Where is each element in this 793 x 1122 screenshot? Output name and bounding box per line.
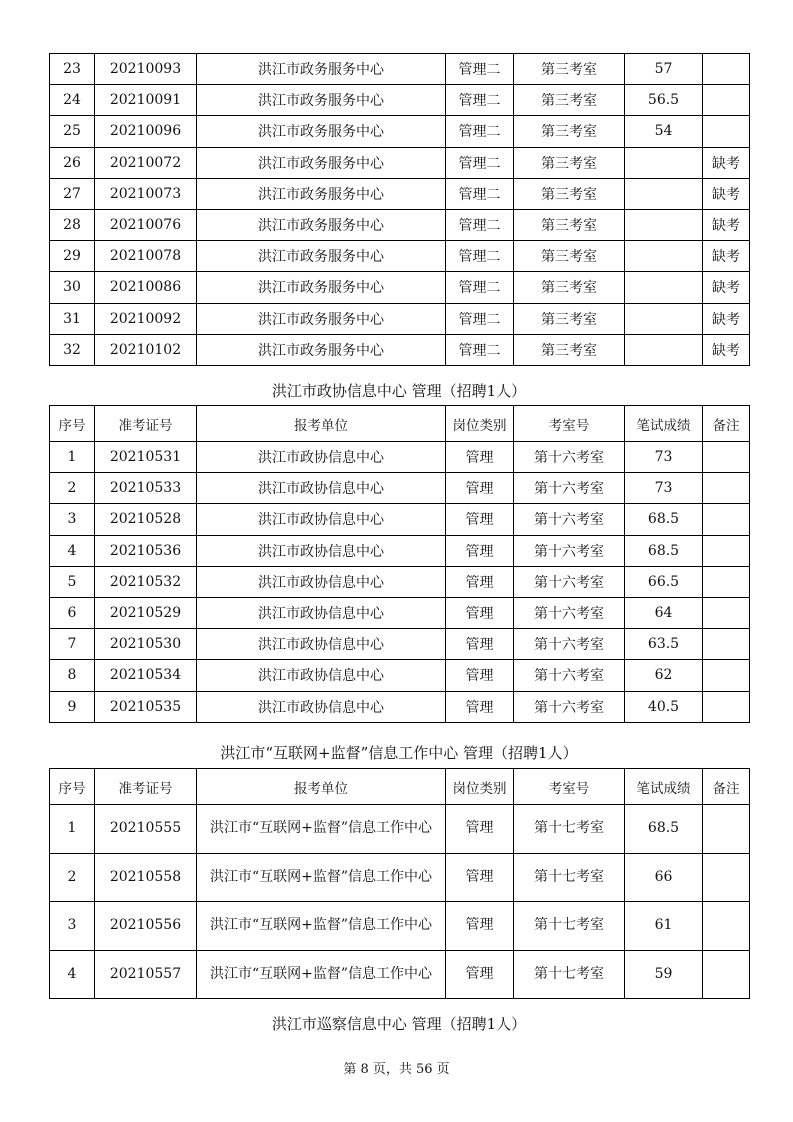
cell-exam-room: 第三考室	[514, 272, 625, 303]
cell-exam-id: 20210093	[95, 54, 197, 85]
cell-unit: 洪江市政务服务中心	[197, 54, 446, 85]
cell-note	[703, 853, 750, 902]
section-title-internet-supervision-center: 洪江市“互联网+监督”信息工作中心 管理（招聘1人）	[220, 744, 578, 762]
table-row	[50, 805, 750, 854]
cell-exam-id: 20210558	[95, 853, 197, 902]
cell-unit: 洪江市“互联网+监督”信息工作中心	[197, 853, 446, 902]
cell-exam-room: 第十六考室	[514, 566, 625, 597]
cell-note	[703, 85, 750, 116]
cell-score: 40.5	[625, 691, 703, 722]
cell-post-type: 管理	[446, 853, 514, 902]
page-footer: 第 8 页，共 56 页	[343, 1062, 450, 1077]
cell-no: 29	[50, 241, 95, 272]
cell-exam-room: 第三考室	[514, 241, 625, 272]
cell-note	[703, 504, 750, 535]
cell-unit: 洪江市政务服务中心	[197, 147, 446, 178]
cell-no: 2	[50, 473, 95, 504]
cell-score: 59	[625, 950, 703, 999]
table-row	[50, 54, 750, 85]
cell-unit: 洪江市政协信息中心	[197, 504, 446, 535]
table-row	[50, 303, 750, 334]
cell-score: 61	[625, 902, 703, 951]
cell-exam-id: 20210556	[95, 902, 197, 951]
cell-note	[703, 660, 750, 691]
cell-score: 68.5	[625, 504, 703, 535]
cell-exam-room: 第十七考室	[514, 950, 625, 999]
cell-post-type: 管理	[446, 660, 514, 691]
cell-exam-id: 20210528	[95, 504, 197, 535]
cell-score	[625, 272, 703, 303]
cell-exam-id: 20210076	[95, 209, 197, 240]
section-title-cppcc-info-center: 洪江市政协信息中心 管理（招聘1人）	[271, 382, 527, 400]
cell-score: 64	[625, 597, 703, 628]
cell-no: 1	[50, 805, 95, 854]
cell-unit: 洪江市政协信息中心	[197, 691, 446, 722]
cell-unit: 洪江市“互联网+监督”信息工作中心	[197, 950, 446, 999]
cell-no: 32	[50, 334, 95, 365]
cell-unit: 洪江市政务服务中心	[197, 272, 446, 303]
table-row	[50, 209, 750, 240]
cell-note	[703, 950, 750, 999]
table-row	[50, 950, 750, 999]
cell-no: 5	[50, 566, 95, 597]
cell-unit: 洪江市政务服务中心	[197, 241, 446, 272]
cell-post-type: 管理	[446, 691, 514, 722]
cell-exam-room: 第十七考室	[514, 902, 625, 951]
cell-post-type: 管理	[446, 442, 514, 473]
cell-post-type: 管理二	[446, 85, 514, 116]
header-unit: 报考单位	[197, 406, 446, 442]
cell-note: 缺考	[703, 209, 750, 240]
cell-no: 25	[50, 116, 95, 147]
results-table-1	[49, 53, 750, 366]
cell-score: 54	[625, 116, 703, 147]
cell-note	[703, 116, 750, 147]
cell-score	[625, 147, 703, 178]
cell-exam-id: 20210530	[95, 629, 197, 660]
cell-note	[703, 629, 750, 660]
cell-exam-room: 第三考室	[514, 334, 625, 365]
cell-note	[703, 54, 750, 85]
results-table-3-body	[50, 805, 750, 999]
cell-no: 8	[50, 660, 95, 691]
cell-exam-room: 第十六考室	[514, 691, 625, 722]
cell-post-type: 管理	[446, 473, 514, 504]
header-post-type: 岗位类别	[446, 406, 514, 442]
header-score: 笔试成绩	[625, 406, 703, 442]
cell-post-type: 管理	[446, 566, 514, 597]
cell-exam-room: 第三考室	[514, 209, 625, 240]
cell-exam-id: 20210535	[95, 691, 197, 722]
table-row	[50, 334, 750, 365]
cell-exam-id: 20210086	[95, 272, 197, 303]
table-row	[50, 629, 750, 660]
cell-exam-room: 第十七考室	[514, 805, 625, 854]
cell-score	[625, 303, 703, 334]
cell-no: 4	[50, 535, 95, 566]
cell-exam-id: 20210092	[95, 303, 197, 334]
cell-exam-room: 第十六考室	[514, 660, 625, 691]
header-exam-id: 准考证号	[95, 769, 197, 805]
table-header-row	[50, 769, 750, 805]
cell-score: 68.5	[625, 535, 703, 566]
cell-no: 6	[50, 597, 95, 628]
cell-note: 缺考	[703, 147, 750, 178]
cell-post-type: 管理二	[446, 334, 514, 365]
table-row	[50, 566, 750, 597]
cell-post-type: 管理	[446, 805, 514, 854]
header-note: 备注	[703, 406, 750, 442]
header-score: 笔试成绩	[625, 769, 703, 805]
cell-exam-id: 20210072	[95, 147, 197, 178]
cell-exam-id: 20210557	[95, 950, 197, 999]
cell-unit: 洪江市政务服务中心	[197, 209, 446, 240]
results-table-2	[49, 405, 750, 723]
cell-score	[625, 209, 703, 240]
cell-note: 缺考	[703, 241, 750, 272]
table-row	[50, 241, 750, 272]
table-row	[50, 147, 750, 178]
cell-unit: 洪江市政协信息中心	[197, 535, 446, 566]
table-row	[50, 660, 750, 691]
table-row	[50, 116, 750, 147]
cell-exam-id: 20210091	[95, 85, 197, 116]
cell-exam-room: 第三考室	[514, 54, 625, 85]
cell-exam-id: 20210096	[95, 116, 197, 147]
cell-post-type: 管理二	[446, 116, 514, 147]
cell-exam-id: 20210531	[95, 442, 197, 473]
cell-unit: 洪江市政协信息中心	[197, 566, 446, 597]
cell-note	[703, 473, 750, 504]
cell-score: 66.5	[625, 566, 703, 597]
cell-exam-room: 第十七考室	[514, 853, 625, 902]
cell-exam-id: 20210534	[95, 660, 197, 691]
cell-post-type: 管理二	[446, 241, 514, 272]
table-row	[50, 504, 750, 535]
cell-unit: 洪江市政务服务中心	[197, 334, 446, 365]
header-unit: 报考单位	[197, 769, 446, 805]
cell-post-type: 管理	[446, 902, 514, 951]
cell-exam-id: 20210073	[95, 178, 197, 209]
header-post-type: 岗位类别	[446, 769, 514, 805]
cell-no: 3	[50, 902, 95, 951]
cell-no: 26	[50, 147, 95, 178]
table-row	[50, 473, 750, 504]
results-table-2-body	[50, 442, 750, 723]
cell-no: 23	[50, 54, 95, 85]
cell-exam-room: 第三考室	[514, 303, 625, 334]
cell-note: 缺考	[703, 334, 750, 365]
cell-unit: 洪江市政协信息中心	[197, 473, 446, 504]
cell-exam-room: 第三考室	[514, 85, 625, 116]
cell-unit: 洪江市政协信息中心	[197, 660, 446, 691]
table-row	[50, 85, 750, 116]
cell-score: 57	[625, 54, 703, 85]
cell-score: 63.5	[625, 629, 703, 660]
table-row	[50, 272, 750, 303]
cell-exam-id: 20210536	[95, 535, 197, 566]
cell-score: 66	[625, 853, 703, 902]
cell-exam-id: 20210102	[95, 334, 197, 365]
cell-exam-room: 第十六考室	[514, 473, 625, 504]
cell-post-type: 管理二	[446, 147, 514, 178]
cell-note	[703, 442, 750, 473]
cell-exam-room: 第三考室	[514, 116, 625, 147]
cell-no: 7	[50, 629, 95, 660]
cell-note: 缺考	[703, 303, 750, 334]
cell-exam-id: 20210529	[95, 597, 197, 628]
cell-exam-id: 20210532	[95, 566, 197, 597]
cell-no: 31	[50, 303, 95, 334]
header-no: 序号	[50, 769, 95, 805]
cell-no: 2	[50, 853, 95, 902]
cell-unit: 洪江市“互联网+监督”信息工作中心	[197, 902, 446, 951]
table-row	[50, 597, 750, 628]
cell-exam-id: 20210078	[95, 241, 197, 272]
cell-no: 28	[50, 209, 95, 240]
cell-no: 1	[50, 442, 95, 473]
table-row	[50, 691, 750, 722]
cell-post-type: 管理二	[446, 272, 514, 303]
cell-score	[625, 334, 703, 365]
cell-exam-room: 第十六考室	[514, 442, 625, 473]
cell-note	[703, 691, 750, 722]
section-title-inspection-info-center: 洪江市巡察信息中心 管理（招聘1人）	[271, 1015, 527, 1033]
cell-note	[703, 597, 750, 628]
cell-note	[703, 535, 750, 566]
cell-unit: 洪江市政务服务中心	[197, 85, 446, 116]
cell-score	[625, 178, 703, 209]
cell-unit: 洪江市政务服务中心	[197, 116, 446, 147]
results-table-3	[49, 768, 750, 999]
cell-exam-id: 20210555	[95, 805, 197, 854]
cell-post-type: 管理	[446, 629, 514, 660]
cell-exam-room: 第十六考室	[514, 535, 625, 566]
cell-exam-room: 第十六考室	[514, 629, 625, 660]
table-header-row	[50, 406, 750, 442]
table-row	[50, 853, 750, 902]
cell-score: 62	[625, 660, 703, 691]
cell-score	[625, 241, 703, 272]
cell-post-type: 管理二	[446, 178, 514, 209]
cell-note: 缺考	[703, 272, 750, 303]
table-row	[50, 535, 750, 566]
table-row	[50, 902, 750, 951]
cell-score: 73	[625, 473, 703, 504]
cell-unit: 洪江市政务服务中心	[197, 303, 446, 334]
cell-unit: 洪江市“互联网+监督”信息工作中心	[197, 805, 446, 854]
cell-unit: 洪江市政协信息中心	[197, 442, 446, 473]
cell-post-type: 管理	[446, 504, 514, 535]
header-note: 备注	[703, 769, 750, 805]
results-table-1-body	[50, 54, 750, 366]
cell-exam-room: 第三考室	[514, 147, 625, 178]
header-exam-room: 考室号	[514, 769, 625, 805]
cell-score: 56.5	[625, 85, 703, 116]
cell-exam-room: 第三考室	[514, 178, 625, 209]
cell-exam-room: 第十六考室	[514, 504, 625, 535]
cell-no: 24	[50, 85, 95, 116]
cell-no: 3	[50, 504, 95, 535]
cell-exam-id: 20210533	[95, 473, 197, 504]
cell-note	[703, 566, 750, 597]
cell-score: 68.5	[625, 805, 703, 854]
table-row	[50, 442, 750, 473]
cell-post-type: 管理	[446, 535, 514, 566]
cell-no: 27	[50, 178, 95, 209]
cell-no: 4	[50, 950, 95, 999]
cell-post-type: 管理	[446, 950, 514, 999]
header-exam-id: 准考证号	[95, 406, 197, 442]
cell-unit: 洪江市政协信息中心	[197, 597, 446, 628]
cell-post-type: 管理二	[446, 303, 514, 334]
cell-no: 9	[50, 691, 95, 722]
cell-post-type: 管理	[446, 597, 514, 628]
cell-unit: 洪江市政务服务中心	[197, 178, 446, 209]
cell-note: 缺考	[703, 178, 750, 209]
cell-note	[703, 805, 750, 854]
table-row	[50, 178, 750, 209]
cell-exam-room: 第十六考室	[514, 597, 625, 628]
cell-no: 30	[50, 272, 95, 303]
cell-post-type: 管理二	[446, 54, 514, 85]
header-no: 序号	[50, 406, 95, 442]
cell-note	[703, 902, 750, 951]
cell-score: 73	[625, 442, 703, 473]
header-exam-room: 考室号	[514, 406, 625, 442]
cell-unit: 洪江市政协信息中心	[197, 629, 446, 660]
cell-post-type: 管理二	[446, 209, 514, 240]
